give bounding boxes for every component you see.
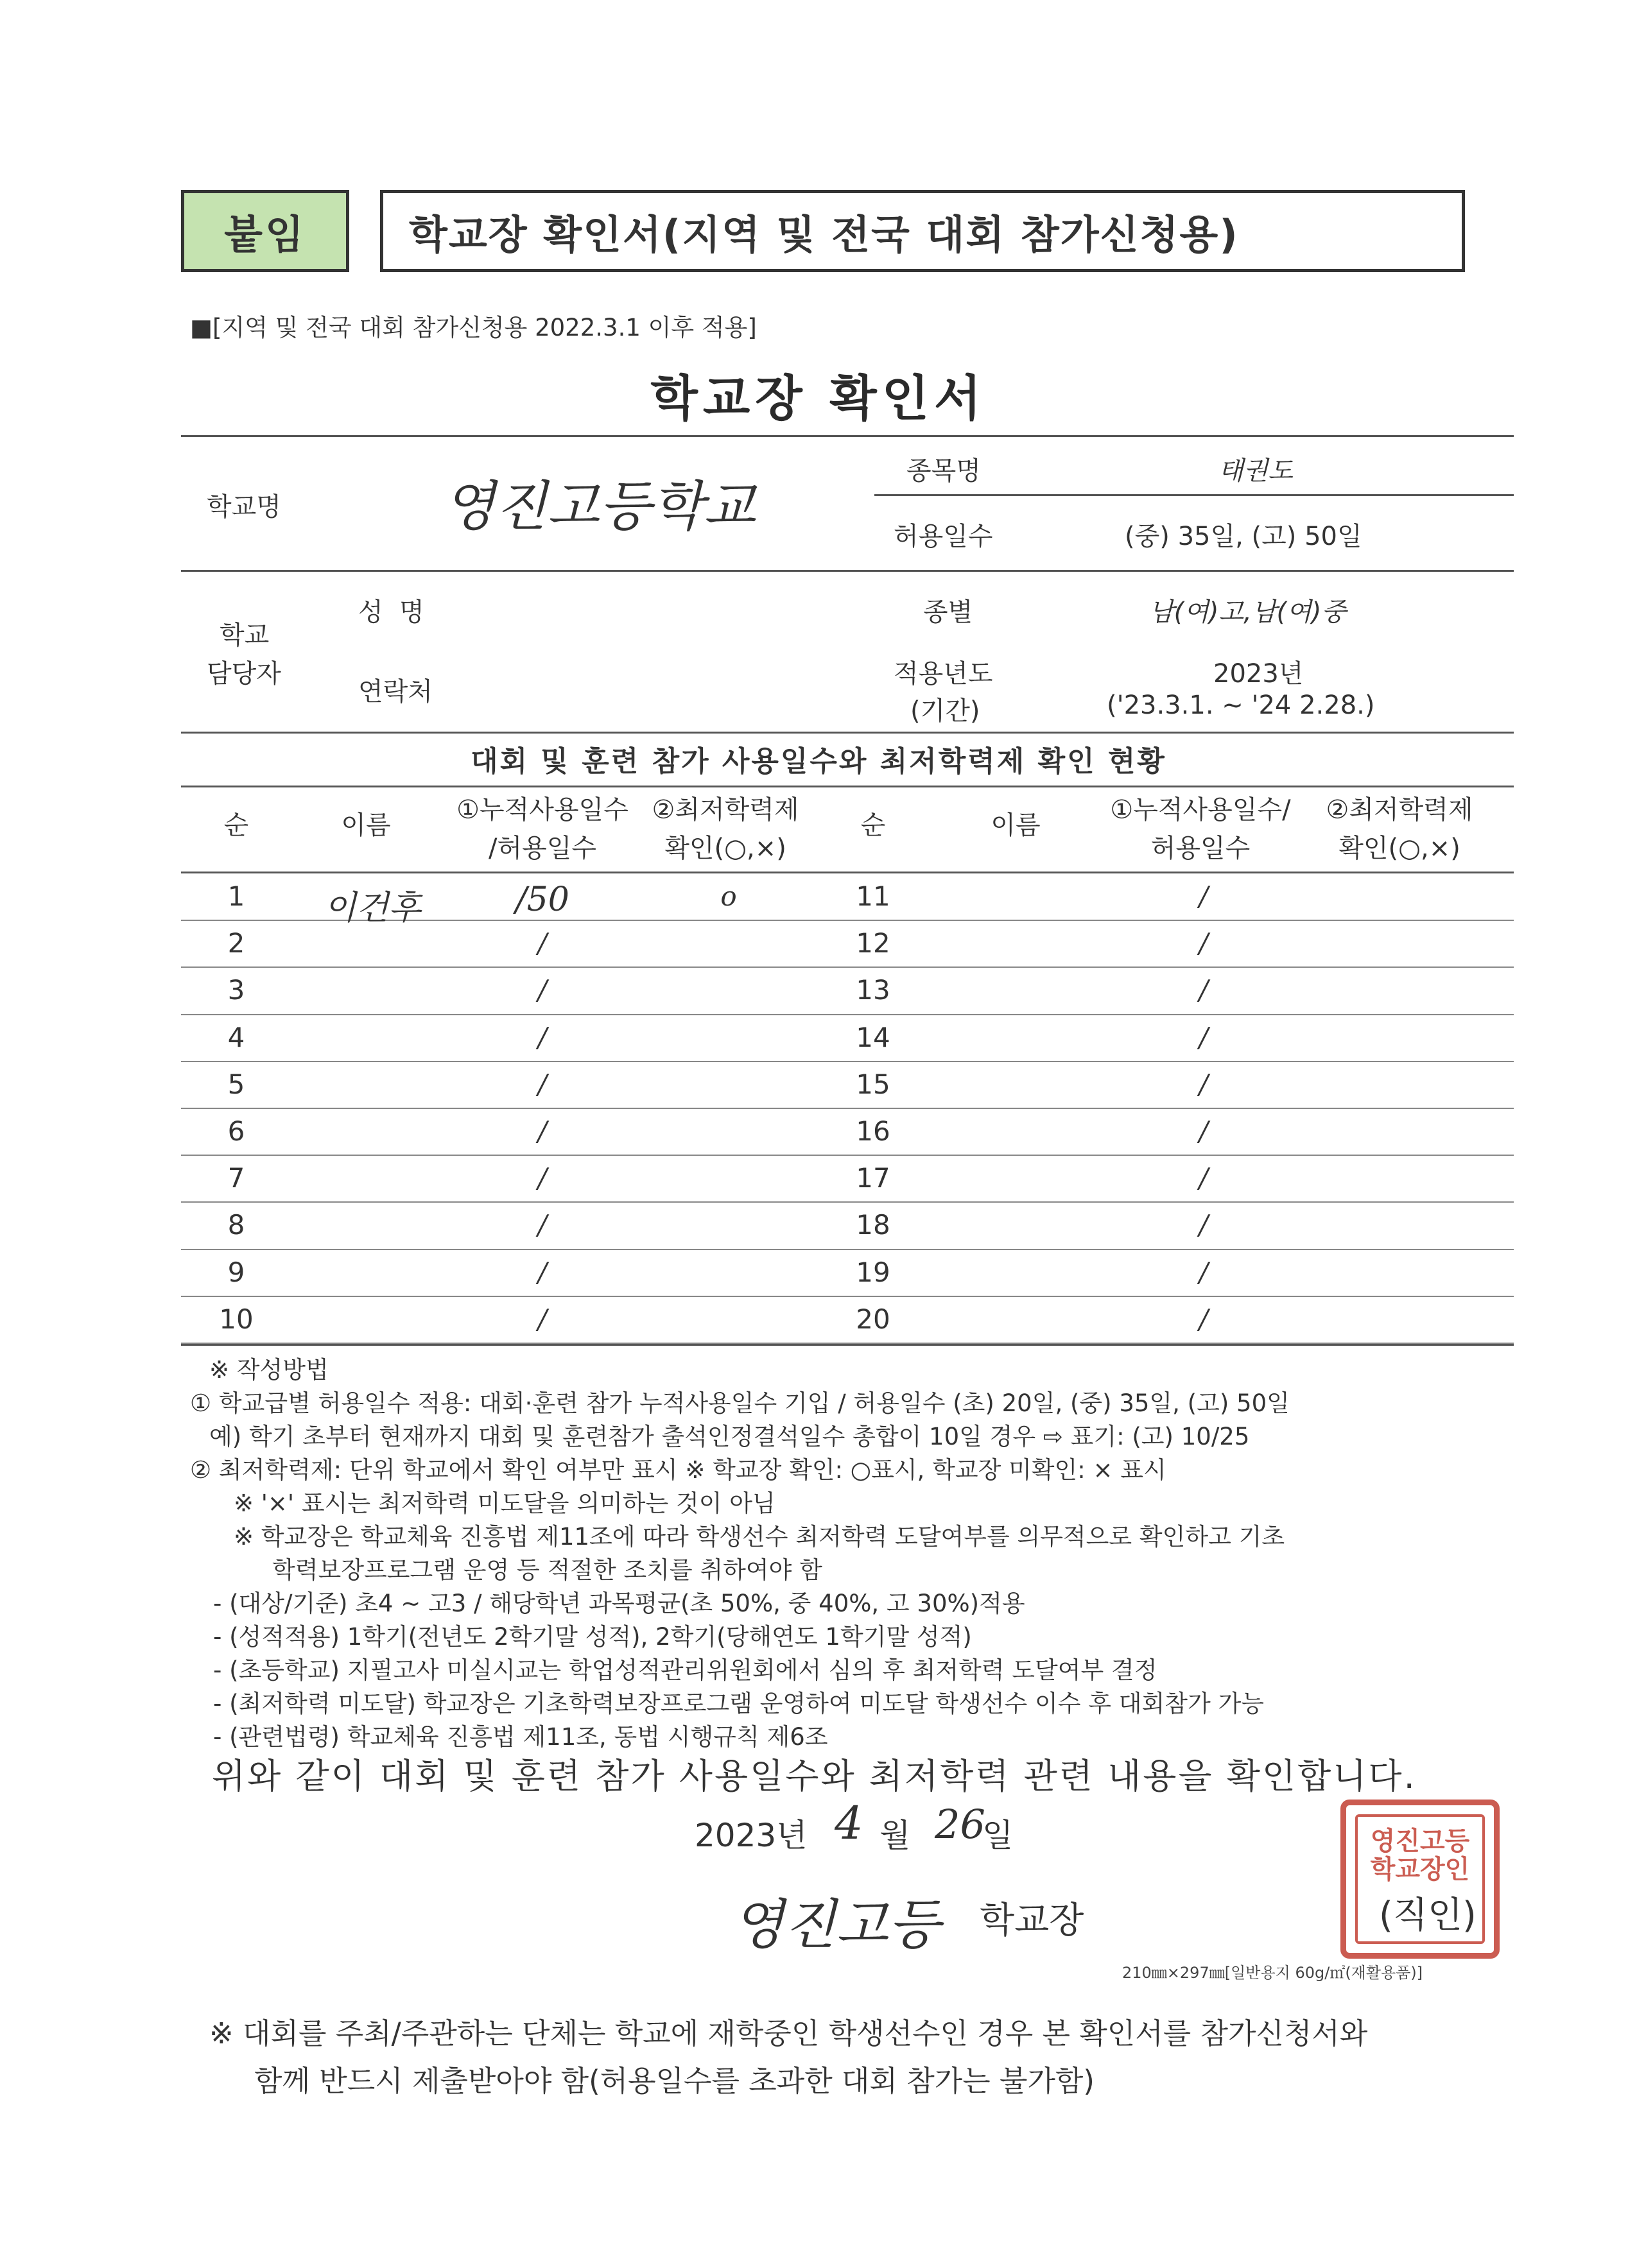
table-row-divider	[181, 1249, 1514, 1250]
table-row-divider	[181, 1155, 1514, 1156]
table-row-divider	[181, 1014, 1514, 1015]
row-right-days: /	[1199, 974, 1209, 1006]
info-rule-event	[874, 494, 1514, 496]
roster-bottom-rule	[181, 1344, 1514, 1346]
date-month-label: 월	[879, 1817, 911, 1854]
row-right-number: 20	[856, 1303, 890, 1335]
footnote-line-1: ※ 대회를 주최/주관하는 단체는 학교에 재학중인 학생선수인 경우 본 확인서를 참가신청서와	[209, 2016, 1368, 2050]
row-left-days: /	[537, 927, 548, 959]
table-row-divider	[181, 1296, 1514, 1297]
left-header-no: 순	[223, 811, 249, 840]
manager-label-line2: 담당자	[207, 659, 281, 689]
info-rule-school	[181, 570, 1514, 572]
footnote-line-2: 함께 반드시 제출받아야 함(허용일수를 초과한 대회 참가는 불가함)	[254, 2064, 1095, 2098]
row-left-number: 10	[219, 1303, 254, 1335]
row-right-days: /	[1199, 1068, 1209, 1100]
attachment-label-box	[181, 190, 349, 272]
left-header-days-line2: /허용일수	[488, 834, 597, 863]
paper-spec: 210㎜×297㎜[일반용지 60g/㎡(재활용품)]	[1122, 1964, 1423, 1982]
section-title: 대회 및 훈련 참가 사용일수와 최저학력제 확인 현황	[471, 745, 1166, 778]
info-rule-manager	[181, 732, 1514, 734]
row-right-number: 19	[856, 1256, 890, 1288]
date-day-label: 일	[982, 1817, 1014, 1854]
instruction-line: 예) 학기 초부터 현재까지 대회 및 훈련참가 출석인정결석일수 총합이 10일 경우 ⇨ 표기: (고) 10/25	[209, 1423, 1250, 1450]
year-label-line2: (기간)	[910, 696, 980, 726]
row-left-student-name: 이건후	[324, 889, 421, 927]
category-value: 남(여)고,남(여)중	[1149, 597, 1346, 627]
row-right-number: 15	[856, 1068, 890, 1100]
event-value: 태권도	[1218, 456, 1293, 486]
right-header-days-line2: 허용일수	[1150, 834, 1251, 863]
instruction-line: ① 학교급별 허용일수 적용: 대회·훈련 참가 누적사용일수 기입 / 허용일수 (초) 20일, (중) 35일, (고) 50일	[190, 1389, 1290, 1417]
row-right-number: 16	[856, 1115, 890, 1147]
row-left-number: 2	[227, 927, 245, 959]
year-value: 2023년	[1213, 659, 1304, 689]
instruction-line: - (최저학력 미도달) 학교장은 기초학력보장프로그램 운영하여 미도달 학생선수 이수 후 대회참가 가능	[213, 1690, 1265, 1717]
right-header-check-line2: 확인(○,×)	[1338, 834, 1460, 863]
roster-header-rule	[181, 872, 1514, 873]
instruction-line: - (초등학교) 지필고사 미실시교는 학업성적관리위원회에서 심의 후 최저학력 도달여부 결정	[213, 1656, 1157, 1684]
row-right-number: 17	[856, 1162, 890, 1194]
table-row-divider	[181, 1108, 1514, 1109]
row-right-days: /	[1199, 1021, 1209, 1053]
scope-note: ■[지역 및 전국 대회 참가신청용 2022.3.1 이후 적용]	[190, 314, 757, 341]
row-right-number: 11	[856, 881, 890, 912]
info-top-rule	[181, 435, 1514, 437]
right-header-days-line1: ①누적사용일수/	[1110, 795, 1291, 825]
row-right-days: /	[1199, 1209, 1209, 1241]
row-left-days: /	[537, 1303, 548, 1335]
row-left-days: /	[537, 1162, 548, 1194]
table-row-divider	[181, 966, 1514, 968]
event-label: 종목명	[906, 456, 981, 486]
row-left-days: /50	[515, 881, 569, 919]
left-header-days-line1: ①누적사용일수	[456, 795, 628, 825]
instruction-line: - (관련법령) 학교체육 진흥법 제11조, 동법 시행규칙 제6조	[213, 1723, 828, 1751]
stamp-text: 영진고등학교장인	[1370, 1826, 1470, 1884]
instruction-line: ② 최저학력제: 단위 학교에서 확인 여부만 표시 ※ 학교장 확인: ○표시, 학교장 미확인: × 표시	[190, 1456, 1166, 1484]
date-day-handwritten: 26	[935, 1801, 985, 1848]
school-name-label: 학교명	[207, 492, 281, 522]
header-title-box	[380, 190, 1465, 272]
allowed-days-label: 허용일수	[894, 522, 993, 551]
instruction-line: 학력보장프로그램 운영 등 적절한 조치를 취하여야 함	[272, 1556, 822, 1584]
row-left-number: 9	[227, 1256, 245, 1288]
table-row-divider	[181, 1201, 1514, 1203]
seal-label: (직인)	[1379, 1894, 1477, 1936]
row-left-number: 1	[227, 881, 245, 912]
category-label: 종별	[923, 597, 973, 627]
row-right-days: /	[1199, 927, 1209, 959]
date-year: 2023년	[695, 1817, 808, 1854]
row-right-number: 18	[856, 1209, 890, 1241]
date-month-handwritten: 4	[835, 1797, 863, 1850]
row-left-days: /	[537, 1021, 548, 1053]
row-right-days: /	[1199, 1162, 1209, 1194]
signature-title: 학교장	[980, 1900, 1084, 1941]
row-right-days: /	[1199, 1256, 1209, 1288]
row-left-number: 3	[227, 974, 245, 1006]
allowed-days-value: (중) 35일, (고) 50일	[1125, 522, 1362, 551]
instruction-line: - (대상/기준) 초4 ~ 고3 / 해당학년 과목평균(초 50%, 중 40%, 고 30%)적용	[213, 1590, 1025, 1617]
instruction-line: ※ 작성방법	[209, 1356, 329, 1384]
row-left-days: /	[537, 1068, 548, 1100]
row-left-number: 7	[227, 1162, 245, 1194]
instruction-line: ※ '×' 표시는 최저학력 미도달을 의미하는 것이 아님	[234, 1490, 775, 1517]
header-title: 학교장 확인서(지역 및 전국 대회 참가신청용)	[409, 210, 1239, 258]
row-left-check: o	[720, 881, 737, 912]
row-left-days: /	[537, 1209, 548, 1241]
year-label-line1: 적용년도	[894, 659, 993, 689]
manager-label-line1: 학교	[220, 621, 270, 650]
row-left-days: /	[537, 974, 548, 1006]
left-header-check-line2: 확인(○,×)	[664, 834, 786, 863]
row-left-days: /	[537, 1115, 548, 1147]
row-left-number: 5	[227, 1068, 245, 1100]
row-right-days: /	[1199, 881, 1209, 912]
right-header-name: 이름	[991, 811, 1041, 840]
instruction-line: - (성적적용) 1학기(전년도 2학기말 성적), 2학기(당해연도 1학기말 성적)	[213, 1623, 972, 1651]
document-title: 학교장 확인서	[650, 370, 987, 427]
instruction-line: ※ 학교장은 학교체육 진흥법 제11조에 따라 학생선수 최저학력 도달여부를 의무적으로 확인하고 기초	[234, 1523, 1285, 1551]
row-right-number: 12	[856, 927, 890, 959]
roster-top-rule	[181, 786, 1514, 787]
left-header-name: 이름	[341, 811, 391, 840]
confirmation-statement: 위와 같이 대회 및 훈련 참가 사용일수와 최저학력 관련 내용을 확인합니다.	[212, 1756, 1417, 1796]
right-header-no: 순	[860, 811, 886, 840]
row-left-number: 4	[227, 1021, 245, 1053]
row-right-number: 14	[856, 1021, 890, 1053]
row-left-number: 6	[227, 1115, 245, 1147]
row-right-days: /	[1199, 1115, 1209, 1147]
signature-school-handwritten: 영진고등	[732, 1893, 940, 1956]
row-right-days: /	[1199, 1303, 1209, 1335]
table-row-divider	[181, 1061, 1514, 1062]
row-left-number: 8	[227, 1209, 245, 1241]
contact-label: 연락처	[358, 677, 433, 707]
row-left-days: /	[537, 1256, 548, 1288]
school-name-handwritten: 영진고등학교	[443, 475, 756, 538]
attachment-label: 붙임	[224, 210, 306, 258]
period-value: ('23.3.1. ~ '24 2.28.)	[1107, 691, 1375, 720]
row-right-number: 13	[856, 974, 890, 1006]
name-label: 성 명	[358, 597, 424, 627]
left-header-check-line1: ②최저학력제	[652, 795, 799, 825]
right-header-check-line1: ②최저학력제	[1326, 795, 1473, 825]
